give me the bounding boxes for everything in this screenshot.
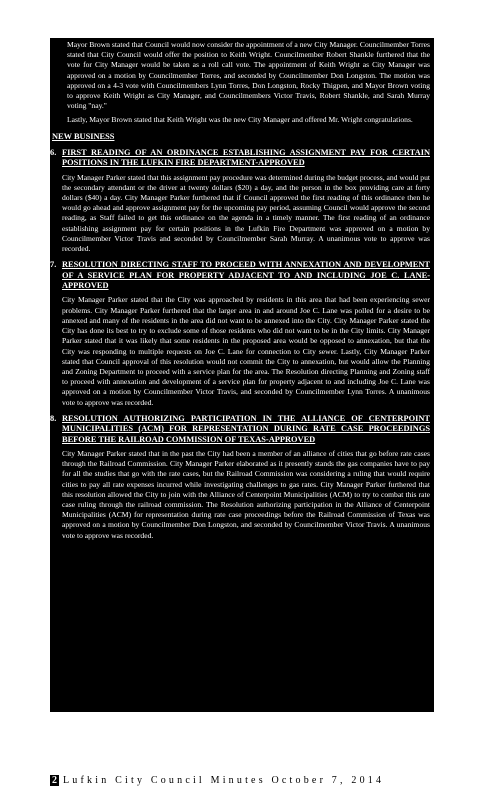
item-title: RESOLUTION AUTHORIZING PARTICIPATION IN THE ALLIANCE OF CENTERPOINT MUNICIPALITIES (ACM) FOR REPRESENTATION DURING RATE CASE PROCEEDINGS BEFORE THE RAILROAD COMMISSION OF TEXAS-APPROVED bbox=[62, 413, 430, 444]
paragraph-congratulations: Lastly, Mayor Brown stated that Keith Wright was the new City Manager and offered Mr. Wright congratulations. bbox=[67, 115, 413, 125]
paragraph-city-manager-appointment: Mayor Brown stated that Council would now consider the appointment of a new City Manager. Councilmember Torres stated that City Council would offer the position to Keith Wright. Councilmember Robert Shankle furthered that the vote for City Manager would be taken as a roll call vote. The appointment of Keith Wright as City Manager was approved on a motion by Councilmember Torres, and seconded by Councilmember Don Longston. The motion was approved on a 4-3 vote with Councilmembers Lynn Torres, Don Longston, Rocky Thigpen, and Mayor Brown voting to approve Keith Wright as City Manager, and Councilmembers Victor Travis, Robert Shankle, and Sarah Murray voting "nay." bbox=[67, 40, 430, 111]
page-footer bbox=[50, 775, 384, 786]
item-number: 8. bbox=[50, 413, 57, 423]
item-body: City Manager Parker stated that in the past the City had been a member of an alliance of cities that go before rate cases through the Railroad Commission. City Manager Parker elaborated as it presently stands the gas companies have to pay for all the studies that go with the rate cases, but the Railroad Commission was considering a ruling that would require cities to pay all rate expenses incurred while investigating challenges to gas rates. City Manager Parker furthered that this resolution allowed the City to join with the Alliance of Centerpoint Municipalities (ACM) to try to combat this rate case ruling through the railroad commission. The Resolution authorizing participation in the Alliance of Centerpoint Municipalities (ACM) for representation during rate case proceedings before the Railroad Commission of Texas was approved on a motion by Councilmember Don Longston, and seconded by Councilmember Victor Travis. A unanimous vote to approve was recorded. bbox=[62, 448, 430, 540]
item-number: 7. bbox=[50, 260, 57, 270]
section-heading-new-business: NEW BUSINESS bbox=[52, 131, 115, 141]
agenda-item-6 bbox=[50, 148, 434, 169]
item-body: City Manager Parker stated that this assignment pay procedure was determined during the budget process, and would put the secondary attendant or the driver at twenty dollars ($20) a day, and the person in the box providing care at forty dollars ($40) a day. City Manager Parker furthered that if Council approved the first reading of this ordinance then he would go ahead and approve assignment pay for the upcoming pay period, assuming Council would approve the second reading, as Staff failed to get this ordinance on the agenda in a timely manner. The first reading of an ordinance establishing assignment pay for certain positions in the Lufkin Fire Department was approved on a motion by Councilmember Victor Travis and seconded by Councilmember Sarah Murray. A unanimous vote to approve was recorded. bbox=[62, 172, 430, 254]
item-title: RESOLUTION DIRECTING STAFF TO PROCEED WITH ANNEXATION AND DEVELOPMENT OF A SERVICE PLAN FOR PROPERTY ADJACENT TO AND INCLUDING JOE C. LANE-APPROVED bbox=[62, 260, 430, 291]
agenda-item-7 bbox=[50, 260, 434, 291]
minutes-content bbox=[50, 40, 434, 541]
footer-text: Lufkin City Council Minutes October 7, 2014 bbox=[63, 775, 385, 786]
item-number: 6. bbox=[50, 147, 57, 157]
item-body: City Manager Parker stated that the City was approached by residents in this area that had been experiencing sewer problems. City Manager Parker furthered that the larger area in and around Joe C. Lane was polled for a desire to be annexed and many of the residents in the area did not want to be annexed into the City. City Manager Parker stated the City has done its best to try to exclude some of those residents who did not want to be in the City limits. City Manager Parker stated that it was likely that some residents in the proposed area would be opposed to annexation, but that the City was responding to multiple requests on Joe C. Lane for connection to City sewer. Lastly, City Manager Parker stated that Council approval of this resolution would not commit the City to annexation, but would allow the Planning and Zoning Department to proceed with a service plan for the area. The Resolution directing Planning and Zoning staff to proceed with annexation and development of a service plan for property adjacent to and including Joe C. Lane was approved on a motion by Councilmember Victor Travis, and seconded by Councilmember Lynn Torres. A unanimous vote to approve was recorded. bbox=[62, 295, 430, 407]
item-title: FIRST READING OF AN ORDINANCE ESTABLISHING ASSIGNMENT PAY FOR CERTAIN POSITIONS IN THE LUFKIN FIRE DEPARTMENT-APPROVED bbox=[62, 147, 430, 168]
agenda-item-8 bbox=[50, 414, 434, 445]
page-number: 2 bbox=[52, 775, 57, 786]
